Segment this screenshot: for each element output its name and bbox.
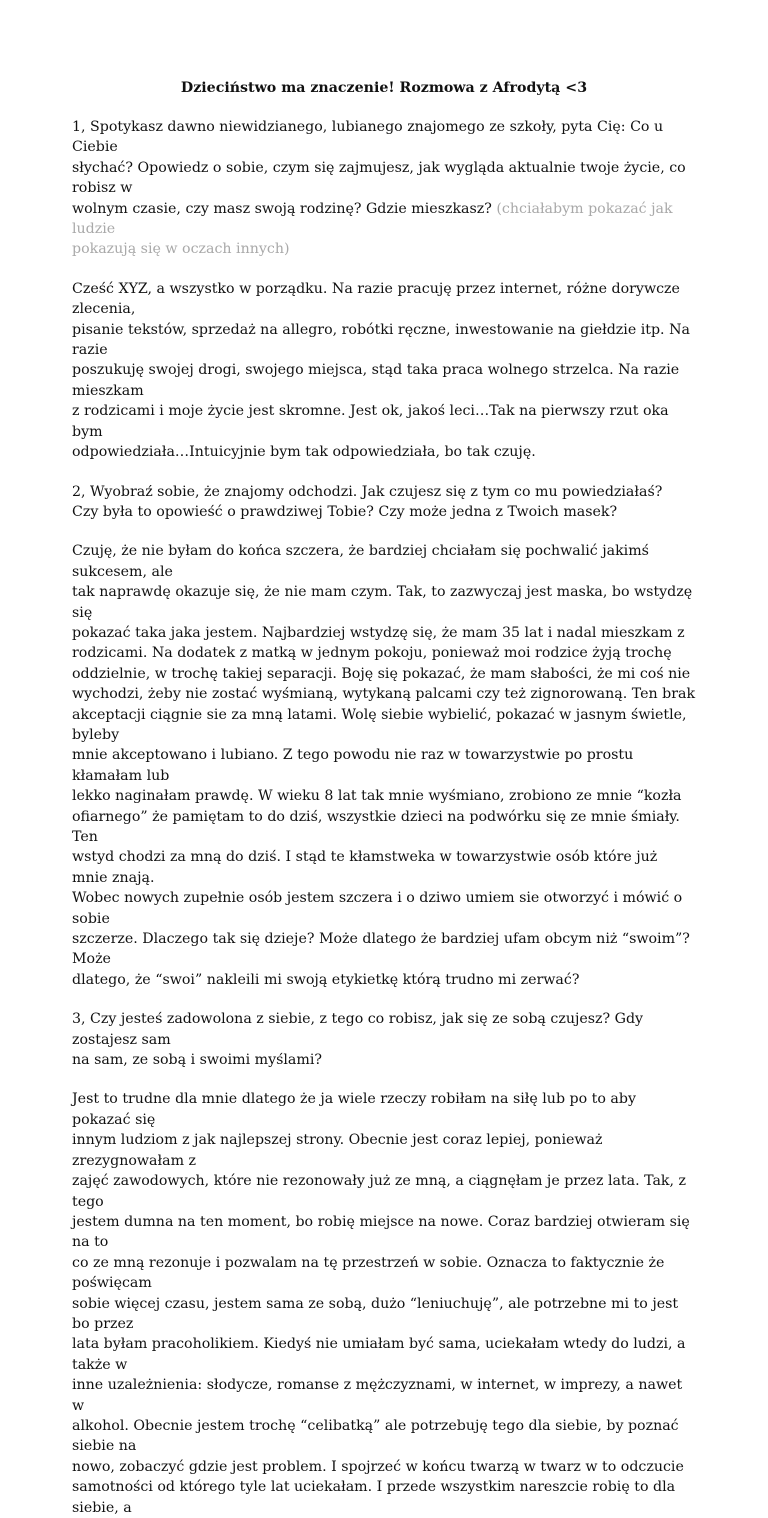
question-3: 3, Czy jesteś zadowolona z siebie, z tego co robisz, jak się ze sobą czujesz? Gdy zostajesz sam na sam, ze sobą i swoimi myślami? — [72, 1011, 644, 1069]
question-1 — [72, 117, 696, 260]
document-title: Dzieciństwo ma znaczenie! Rozmowa z Afrodytą <3 — [180, 80, 588, 96]
question-1-note: (chciałabym pokazać jak ludzie pokazują się w oczach innych) — [72, 200, 673, 258]
answer-3: Jest to trudne dla mnie dlatego że ja wiele rzeczy robiłam na siłę lub po to aby pokazać się innym ludziom z jak najlepszej strony. Obecnie jest coraz lepiej, ponieważ zrezygnowałam z zajęć zawodowych, które nie rezonowały już ze mną, a ciągnęłam je przez lata. Tak, z tego jestem dumna na ten moment, bo robię miejsce na nowe. Coraz bardziej otwieram się na to co ze mną rezonuje i pozwalam na tę przestrzeń w sobie. Oznacza to faktycznie że poświęcam sobie więcej czasu, jestem sama ze sobą, dużo “leniuchuję”, ale potrzebne mi to jest bo przez lata byłam pracoholikiem. Kiedyś nie umiałam być sama, uciekałam wtedy do ludzi, a także w inne uzależnienia: słodycze, romanse z mężczyznami, w internet, w imprezy, a nawet w alkohol. Obecnie jestem trochę “celibatką” ale potrzebuję tego dla siebie, by poznać siebie na nowo, zobaczyć gdzie jest problem. I spojrzeć w końcu twarzą w twarz w to odczucie samotności od którego tyle lat uciekałam. I przede wszystkim nareszcie robię to dla siebie, a — [72, 1091, 690, 1516]
answer-2: Czuję, że nie byłam do końca szczera, że bardziej chciałam się pochwalić jakimś sukcesem, ale tak naprawdę okazuje się, że nie mam czym. Tak, to zazwyczaj jest maska, bo wstydzę się pokazać taka jaka jestem. Najbardziej wstydzę się, że mam 35 lat i nadal mieszkam z rodzicami. Na dodatek z matką w jednym pokoju, ponieważ moi rodzice żyją trochę oddzielnie, w trochę takiej separacji. Boję się pokazać, że mam słabości, że mi coś nie wychodzi, żeby nie zostać wyśmianą, wytykaną palcami czy też zignorowaną. Ten brak akceptacji ciągnie sie za mną latami. Wolę siebie wybielić, pokazać w jasnym świetle, byleby mnie akceptowano i lubiano. Z tego powodu nie raz w towarzystwie po prostu kłamałam lub lekko naginałam prawdę. W wieku 8 lat tak mnie wyśmiano, zrobiono ze mnie “kozła ofiarnego” że pamiętam to do dziś, wszystkie dzieci na podwórku się ze mnie śmiały. Ten wstyd chodzi za mną do dziś. I stąd te kłamstweka w towarzystwie osób które już mnie znają. Wobec nowych zupełnie osób jestem szczera i o dziwo umiem sie otworzyć i mówić o sobie szczerze. Dlaczego tak się dzieje? Może dlatego że bardziej ufam obcym niż “swoim”? Może dlatego, że “swoi” nakleili mi swoją etykietkę którą trudno mi zerwać? — [72, 543, 696, 988]
question-2: 2, Wyobraź sobie, że znajomy odchodzi. Jak czujesz się z tym co mu powiedziałaś? Czy była to opowieść o prawdziwej Tobie? Czy może jedna z Twoich masek? — [72, 483, 663, 520]
answer-1: Cześć XYZ, a wszystko w porządku. Na razie pracuję przez internet, różne dorywcze zlecenia, pisanie tekstów, sprzedaż na allegro, robótki ręczne, inwestowanie na giełdzie itp. Na razie poszukuję swojej drogi, swojego miejsca, stąd taka praca wolnego strzelca. Na razie mieszkam z rodzicami i moje życie jest skromne. Jest ok, jakoś leci…Tak na pierwszy rzut oka bym odpowiedziała…Intuicyjnie bym tak odpowiedziała, bo tak czuję. — [72, 280, 690, 461]
question-1-text: 1, Spotykasz dawno niewidzianego, lubianego znajomego ze szkoły, pyta Cię: Co u Ciebie słychać? Opowiedz o sobie, czym się zajmujesz, jak wygląda aktualnie twoje życie, co robisz w wolnym czasie, czy masz swoją rodzinę? Gdzie mieszkasz? — [72, 119, 686, 217]
